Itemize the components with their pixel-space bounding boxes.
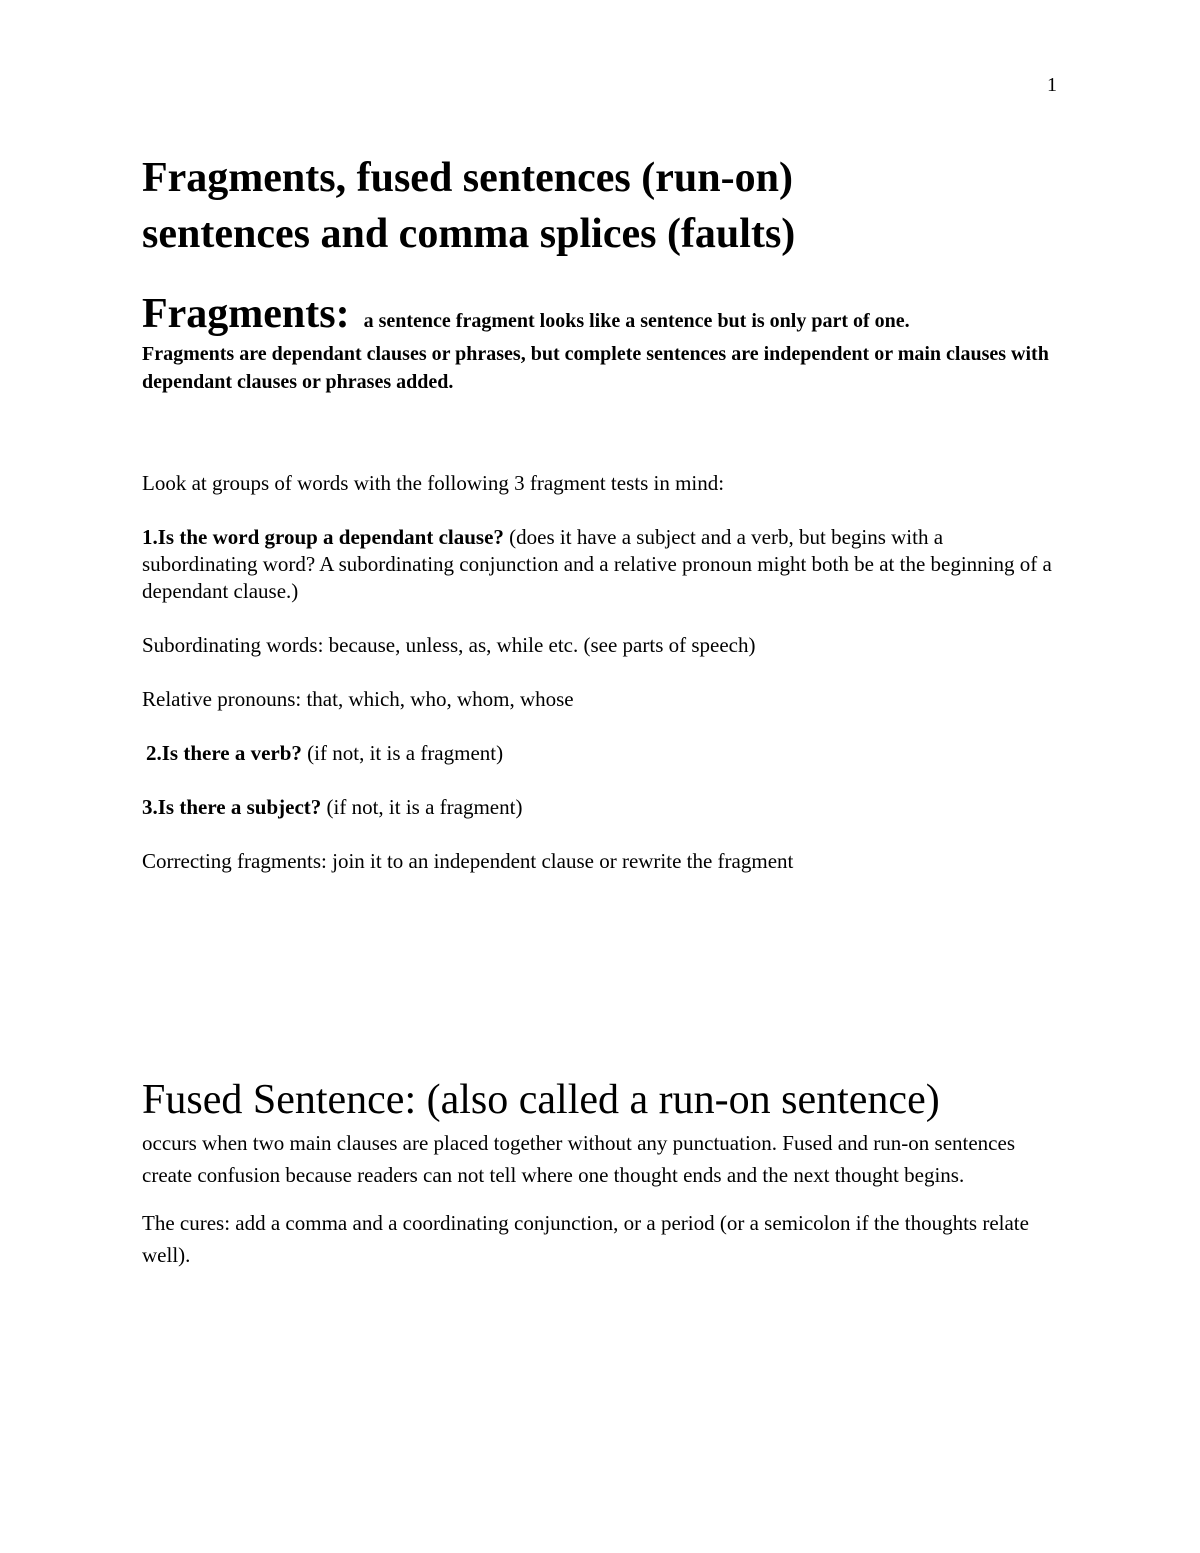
fragments-section <box>142 288 1052 396</box>
fragment-tests <box>142 470 1057 902</box>
fragments-intro-first: a sentence fragment looks like a sentence but is only part of one. <box>363 310 910 332</box>
test-3-label: 3.Is there a subject? <box>142 795 322 819</box>
document-title <box>142 150 1092 262</box>
correcting-fragments: Correcting fragments: join it to an independent clause or rewrite the fragment <box>142 849 794 873</box>
fragments-intro-rest: Fragments are dependant clauses or phrases, but complete sentences are independent or main clauses with dependant clauses or phrases added. <box>142 343 1049 393</box>
test-1-text: (does it have a subject and a verb, but begins with a subordinating word? A subordinating conjunction and a relative pronoun might both be at the beginning of a dependant clause.) <box>142 525 1052 603</box>
look-at-text: Look at groups of words with the following 3 fragment tests in mind: <box>142 471 725 495</box>
fused-paragraph-2: The cures: add a comma and a coordinating conjunction, or a period (or a semicolon if the thoughts relate well). <box>142 1211 1029 1267</box>
fused-sentence-body <box>142 1127 1042 1287</box>
test-2 <box>142 740 1057 767</box>
title-line-2: sentences and comma splices (faults) <box>142 211 796 257</box>
test-1-label: 1.Is the word group a dependant clause? <box>142 525 504 549</box>
relative-pronouns: Relative pronouns: that, which, who, whom, whose <box>142 687 574 711</box>
test-3-text: (if not, it is a fragment) <box>321 795 523 819</box>
test-2-label: 2.Is there a verb? <box>146 741 302 765</box>
test-1 <box>142 524 1057 605</box>
test-3 <box>142 794 1057 821</box>
title-line-1: Fragments, fused sentences (run-on) <box>142 155 793 201</box>
page-number: 1 <box>1047 74 1057 96</box>
subordinating-words: Subordinating words: because, unless, as, while etc. (see parts of speech) <box>142 633 756 657</box>
fused-paragraph-1: occurs when two main clauses are placed together without any punctuation. Fused and run-on sentences create confusion because readers can not tell where one thought ends and the next thought begins. <box>142 1131 1015 1187</box>
fragments-heading: Fragments: <box>142 291 350 337</box>
fused-sentence-heading: Fused Sentence: (also called a run-on sentence) <box>142 1077 940 1123</box>
test-2-text: (if not, it is a fragment) <box>301 741 504 765</box>
